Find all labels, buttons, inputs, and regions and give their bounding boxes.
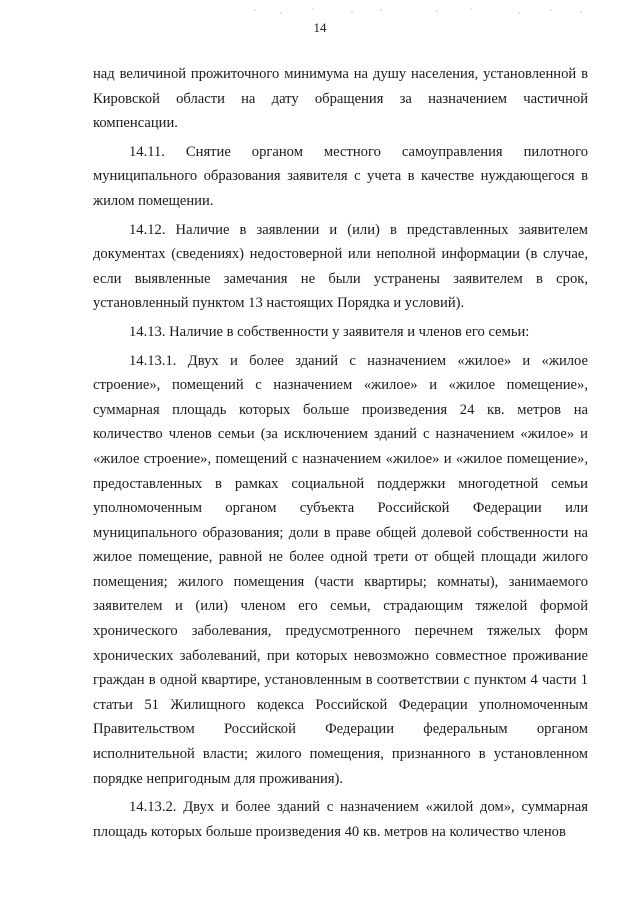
scan-noise: [430, 6, 590, 16]
paragraph-14-12: 14.12. Наличие в заявлении и (или) в представленных заявителем документах (сведениях) недостоверной или неполной информации (в случае, если выявленные замечания не были устранены заявителем в срок, установленный пунктом 13 настоящих Порядка и условий).: [93, 221, 588, 312]
paragraph-14-13: 14.13. Наличие в собственности у заявителя и членов его семьи:: [129, 323, 530, 340]
document-body: [93, 62, 588, 848]
scan-noise: [250, 6, 390, 16]
paragraph-14-11: 14.11. Снятие органом местного самоуправления пилотного муниципального образования заявителя с учета в качестве нуждающегося в жилом помещении.: [93, 143, 588, 209]
page-number: 14: [313, 20, 327, 35]
paragraph-14-13-1: 14.13.1. Двух и более зданий с назначением «жилое» и «жилое строение», помещений с назначением «жилое» и «жилое помещение», суммарная площадь которых больше произведения 24 кв. метров на количество членов семьи (за исключением зданий с назначением «жилое» и «жилое строение», помещений с назначением «жилое» и «жилое помещение», предоставленных в рамках социальной поддержки многодетной семьи уполномоченным органом субъекта Российской Федерации или муниципального образования; доли в праве общей долевой собственности на жилое помещение, равной не более одной трети от общей площади жилого помещения; жилого помещения (части квартиры; комнаты), занимаемого заявителем и (или) членом его семьи, страдающим тяжелой формой хронического заболевания, предусмотренного перечнем тяжелых форм хронических заболеваний, при которых невозможно совместное проживание граждан в одной квартире, установленным в соответствии с пунктом 4 части 1 статьи 51 Жилищного кодекса Российской Федерации уполномоченным Правительством Российской Федерации федеральным органом исполнительной власти; жилого помещения, признанного в установленном порядке непригодным для проживания).: [93, 352, 588, 787]
paragraph-continuation: над величиной прожиточного минимума на душу населения, установленной в Кировской области на дату обращения за назначением частичной компенсации.: [93, 66, 588, 132]
paragraph-14-13-2: 14.13.2. Двух и более зданий с назначением «жилой дом», суммарная площадь которых больше произведения 40 кв. метров на количество членов: [93, 799, 588, 840]
